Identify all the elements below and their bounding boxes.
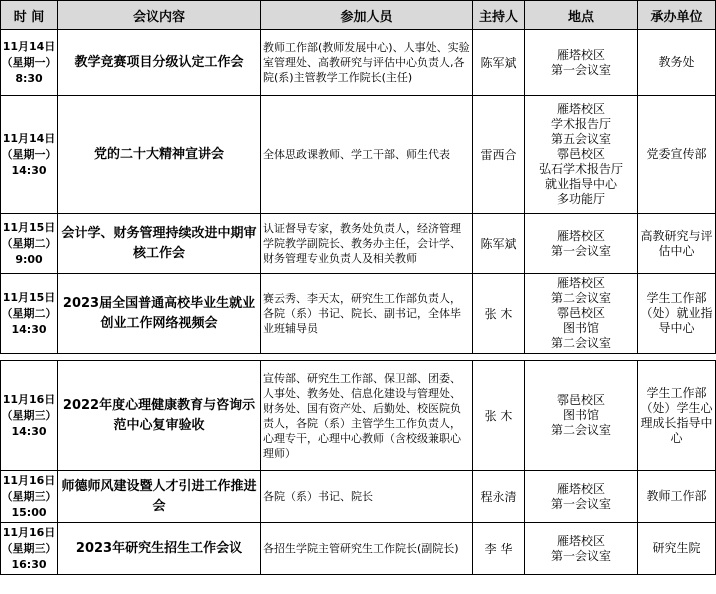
meeting-host: 程永清: [473, 471, 525, 523]
time-cell: [1, 96, 58, 214]
meeting-organizer: 教师工作部: [638, 471, 716, 523]
meeting-weekday: （星期三）: [1, 408, 57, 422]
meeting-host: 张 木: [473, 274, 525, 354]
meeting-attendees: 认证督导专家，教务处负责人，经济管理学院教学副院长、教务办主任，会计学、财务管理专业负责人及相关教师: [261, 214, 473, 274]
location-line: 第五会议室: [550, 132, 611, 146]
meeting-attendees: 宣传部、研究生工作部、保卫部、团委、人事处、教务处、信息化建设与管理处、财务处、国有资产处、后勤处、校医院负责人，各院（系）主管学生工作负责人，心理专干，心理中心教师（含校级兼职心理师）: [261, 361, 473, 471]
location-line: 雁塔校区: [556, 228, 605, 243]
meeting-weekday: （星期二）: [1, 236, 57, 250]
location-line: 第一会议室: [550, 548, 611, 563]
meeting-content: 2022年度心理健康教育与咨询示范中心复审验收: [58, 361, 261, 471]
meeting-attendees: 赛云秀、李天太，研究生工作部负责人，各院（系）书记、院长、副书记，全体毕业班辅导员: [261, 274, 473, 354]
meeting-location: [525, 214, 638, 274]
meeting-time: 9:00: [15, 252, 43, 266]
location-line: 第二会议室: [550, 291, 611, 305]
meeting-date: 11月16日: [2, 392, 56, 406]
meeting-organizer: 教务处: [638, 30, 716, 96]
meeting-host: 陈军斌: [473, 30, 525, 96]
meeting-host: 李 华: [473, 523, 525, 575]
table-row: [1, 30, 716, 96]
page-gap: [1, 354, 716, 361]
meeting-attendees: 教师工作部(教师发展中心)、人事处、实验室管理处、高教研究与评估中心负责人,各院(系)主管教学工作院长(主任): [261, 30, 473, 96]
meeting-weekday: （星期三）: [1, 541, 57, 555]
location-line: 第一会议室: [550, 62, 611, 77]
table-row: [1, 274, 716, 354]
location-line: 雁塔校区: [556, 276, 605, 290]
location-line: 就业指导中心: [544, 177, 617, 191]
location-line: 鄠邑校区: [556, 306, 605, 320]
location-line: 第二会议室: [550, 336, 611, 350]
location-line: 第一会议室: [550, 496, 611, 511]
meeting-organizer: 党委宣传部: [638, 96, 716, 214]
location-line: 雁塔校区: [556, 47, 605, 62]
location-line: 第二会议室: [550, 423, 611, 437]
time-cell: [1, 523, 58, 575]
meeting-attendees: 全体思政课教师、学工干部、师生代表: [261, 96, 473, 214]
meeting-content: 教学竞赛项目分级认定工作会: [58, 30, 261, 96]
meeting-location: [525, 523, 638, 575]
meeting-organizer: 研究生院: [638, 523, 716, 575]
meeting-weekday: （星期一）: [1, 147, 57, 161]
meeting-time: 8:30: [15, 71, 43, 85]
meeting-time: 15:00: [11, 505, 47, 519]
meeting-host: 张 木: [473, 361, 525, 471]
meeting-time: 14:30: [11, 322, 47, 336]
table-row: [1, 214, 716, 274]
table-row: [1, 96, 716, 214]
location-line: 弘石学术报告厅: [538, 162, 623, 176]
location-line: 雁塔校区: [556, 102, 605, 116]
meeting-attendees: 各院（系）书记、院长: [261, 471, 473, 523]
time-cell: [1, 274, 58, 354]
header-attendees: 参加人员: [261, 1, 473, 30]
table-row: [1, 523, 716, 575]
header-content: 会议内容: [58, 1, 261, 30]
header-location: 地点: [525, 1, 638, 30]
meeting-content: 师德师风建设暨人才引进工作推进会: [58, 471, 261, 523]
meeting-date: 11月14日: [2, 131, 56, 145]
meeting-organizer: 学生工作部（处）学生心理成长指导中心: [638, 361, 716, 471]
location-line: 第一会议室: [550, 243, 611, 258]
time-cell: [1, 214, 58, 274]
meeting-host: 陈军斌: [473, 214, 525, 274]
meeting-location: [525, 361, 638, 471]
meeting-host: 雷西合: [473, 96, 525, 214]
meeting-time: 14:30: [11, 424, 47, 438]
meeting-time: 16:30: [11, 557, 47, 571]
location-line: 图书馆: [562, 408, 599, 422]
meeting-weekday: （星期三）: [1, 489, 57, 503]
location-line: 学术报告厅: [550, 117, 611, 131]
meeting-location: [525, 96, 638, 214]
meeting-location: [525, 471, 638, 523]
meeting-content: 党的二十大精神宣讲会: [58, 96, 261, 214]
header-host: 主持人: [473, 1, 525, 30]
meeting-content: 会计学、财务管理持续改进中期审核工作会: [58, 214, 261, 274]
time-cell: [1, 361, 58, 471]
time-cell: [1, 471, 58, 523]
location-line: 雁塔校区: [556, 533, 605, 548]
meeting-date: 11月14日: [2, 39, 56, 53]
meeting-location: [525, 274, 638, 354]
location-line: 鄠邑校区: [556, 393, 605, 407]
meeting-organizer: 高教研究与评估中心: [638, 214, 716, 274]
meeting-content: 2023届全国普通高校毕业生就业创业工作网络视频会: [58, 274, 261, 354]
meeting-date: 11月16日: [2, 473, 56, 487]
header-row: [1, 1, 716, 30]
meeting-weekday: （星期一）: [1, 55, 57, 69]
meeting-content: 2023年研究生招生工作会议: [58, 523, 261, 575]
table-row: [1, 361, 716, 471]
location-line: 多功能厅: [556, 192, 605, 206]
meeting-attendees: 各招生学院主管研究生工作院长(副院长): [261, 523, 473, 575]
meeting-date: 11月15日: [2, 290, 56, 304]
header-organizer: 承办单位: [638, 1, 716, 30]
meeting-organizer: 学生工作部（处）就业指导中心: [638, 274, 716, 354]
time-cell: [1, 30, 58, 96]
meeting-location: [525, 30, 638, 96]
location-line: 图书馆: [562, 321, 599, 335]
location-line: 雁塔校区: [556, 481, 605, 496]
meeting-weekday: （星期二）: [1, 306, 57, 320]
header-time: 时 间: [1, 1, 58, 30]
meeting-time: 14:30: [11, 163, 47, 177]
location-line: 鄠邑校区: [556, 147, 605, 161]
meeting-date: 11月15日: [2, 220, 56, 234]
meeting-date: 11月16日: [2, 525, 56, 539]
table-row: [1, 471, 716, 523]
